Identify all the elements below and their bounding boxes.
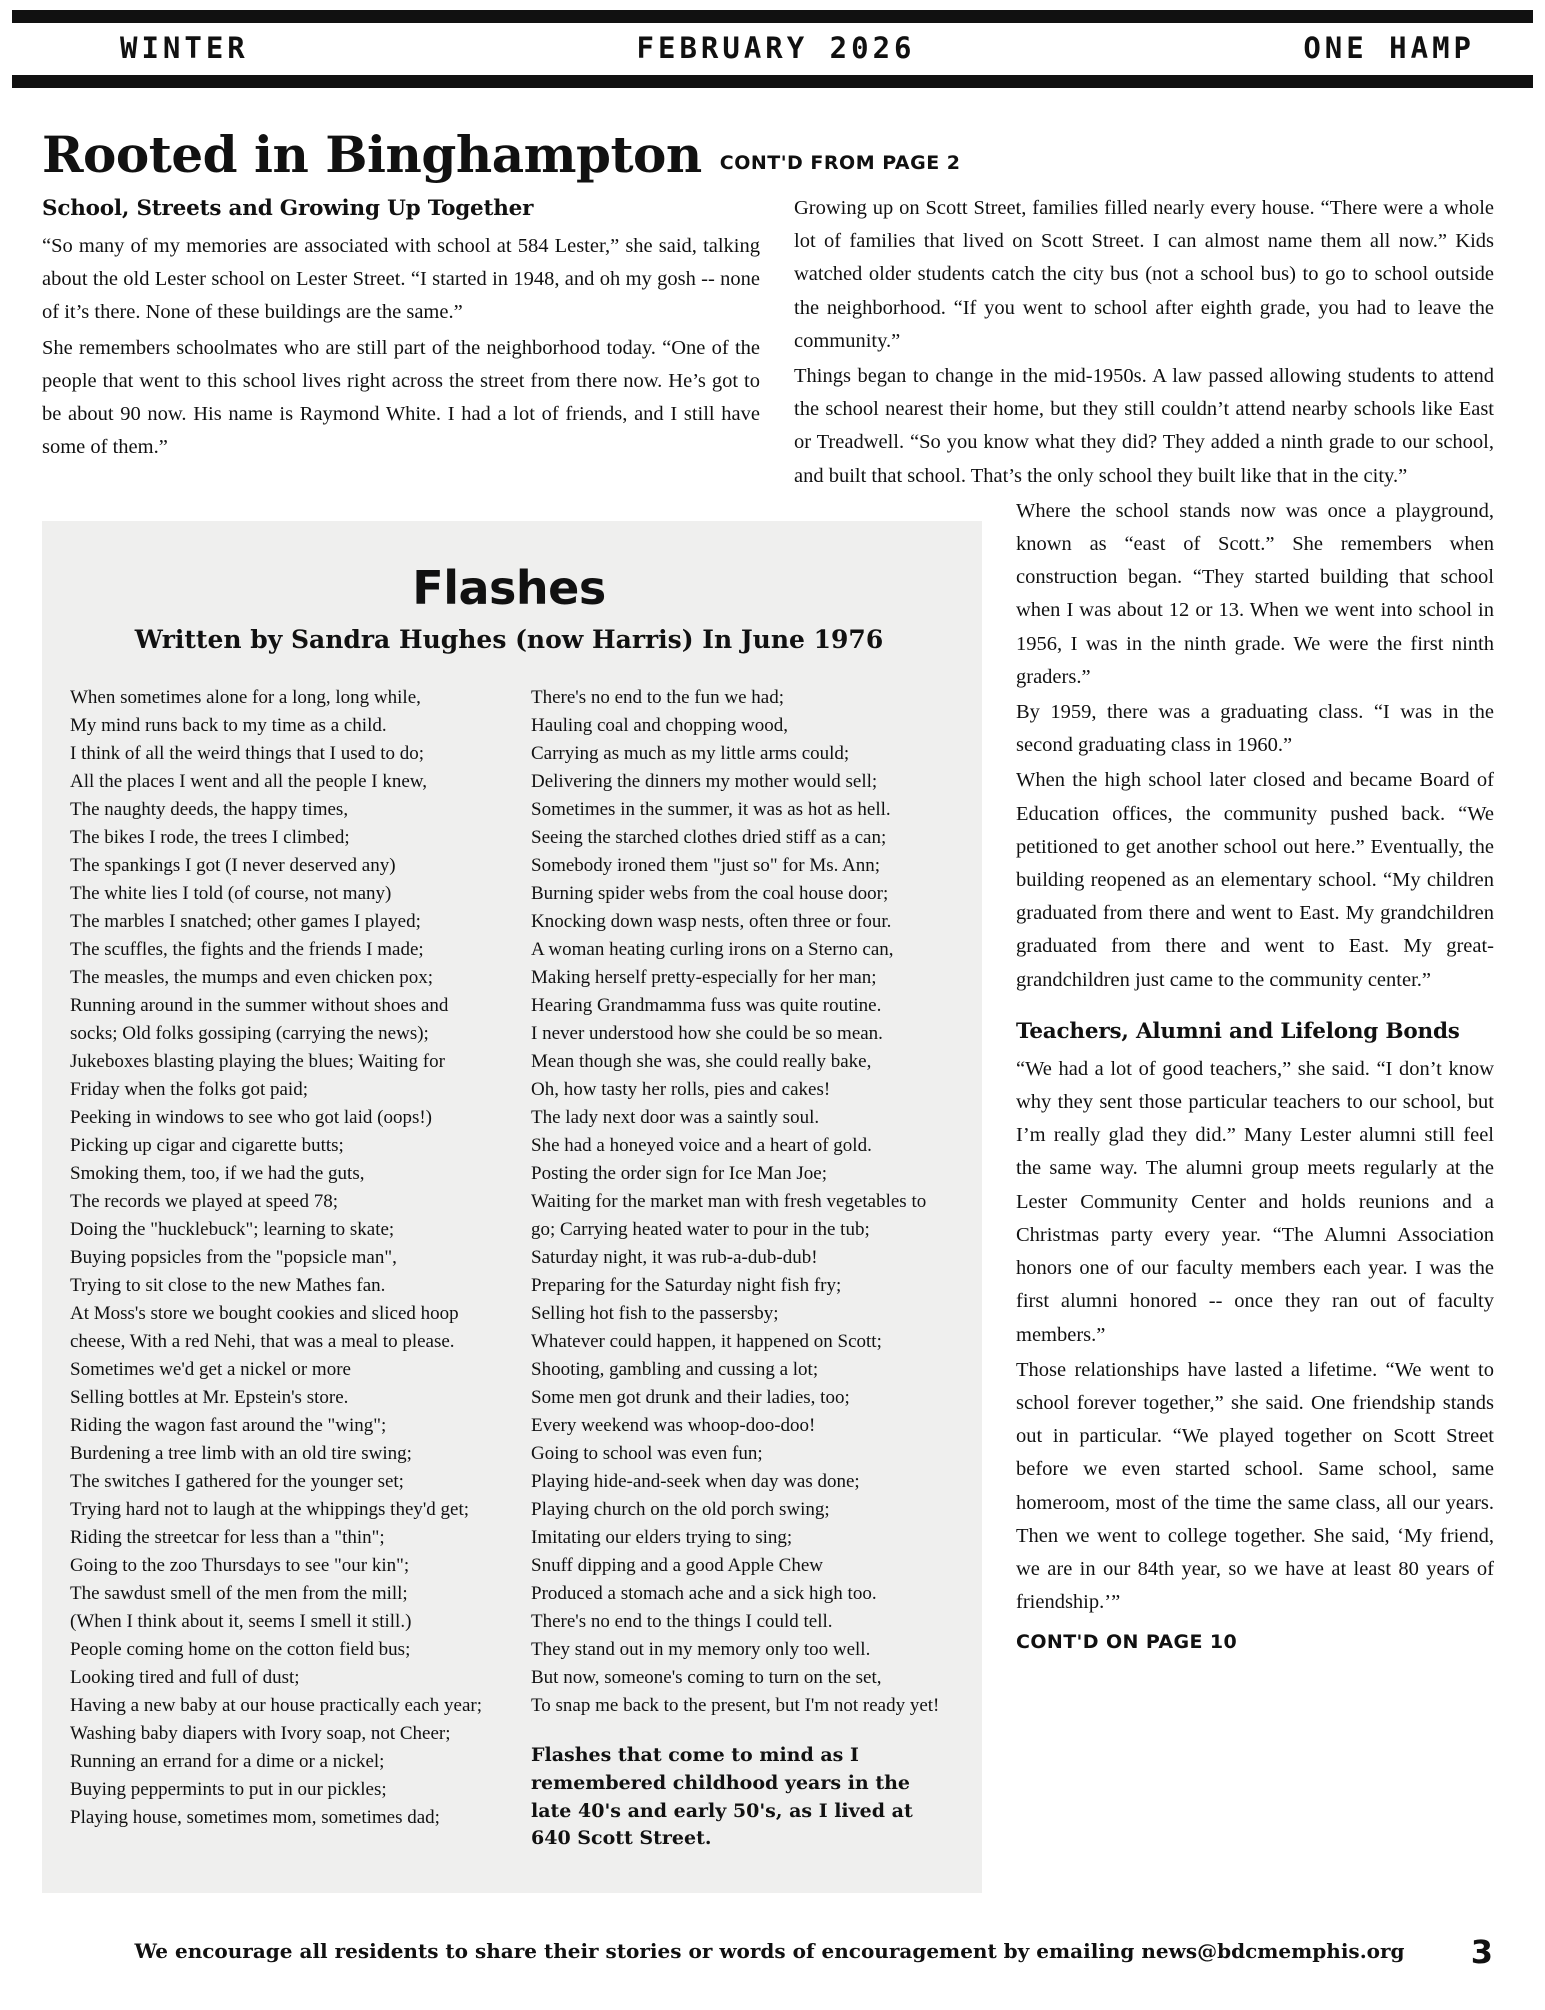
poem-line: The scuffles, the fights and the friends I made; — [70, 938, 424, 960]
poem-line: The white lies I told (of course, not many) — [70, 882, 392, 904]
flashes-author-note: Flashes that come to mind as I remembered childhood years in the late 40's and early 50's, as I lived at 640 Scott Street. — [531, 1744, 913, 1850]
poem-line: A woman heating curling irons on a Sterno can, — [531, 938, 894, 960]
poem-line: Oh, how tasty her rolls, pies and cakes! — [531, 1079, 831, 1101]
poem-line: Somebody ironed them "just so" for Ms. Ann; — [531, 854, 881, 876]
poem-line: Riding the streetcar for less than a "thin"; — [70, 1527, 385, 1549]
poem-line: The records we played at speed 78; — [70, 1191, 339, 1213]
poem-line: Delivering the dinners my mother would sell; — [531, 770, 878, 792]
poem-line: Playing hide-and-seek when day was done; — [531, 1471, 860, 1493]
poem-line: Produced a stomach ache and a sick high too. — [531, 1583, 877, 1605]
intro-right-column — [794, 192, 1494, 495]
poem-line: Some men got drunk and their ladies, too; — [531, 1387, 850, 1409]
paragraph: Where the school stands now was once a playground, known as “east of Scott.” She remembers when construction began. “They started building that school when I was about 12 or 13. When we went into school in 1956, I was in the ninth grade. We were the first ninth graders.” — [1016, 499, 1494, 688]
poem-line: I think of all the weird things that I used to do; — [70, 742, 425, 764]
poem-line: Burning spider webs from the coal house door; — [531, 882, 889, 904]
poem-line: Playing church on the old porch swing; — [531, 1499, 830, 1521]
paragraph: “We had a lot of good teachers,” she said. “I don’t know why they sent those particular teachers to our school, but I’m really glad they did.” Many Lester alumni still feel the same way. The alumni group meets regularly at the Lester Community Center and holds reunions and a Christmas party every year. “The Alumni Association honors one of our faculty members each year. I was the first alumni honored -- once they ran out of faculty members.” — [1016, 1057, 1494, 1346]
poem-line: Selling hot fish to the passersby; — [531, 1303, 779, 1325]
paragraph: By 1959, there was a graduating class. “I was in the second graduating class in 1960.” — [1016, 701, 1494, 757]
masthead-season: WINTER — [120, 31, 249, 65]
poem-line: The bikes I rode, the trees I climbed; — [70, 826, 350, 848]
poem-line: Waiting for the market man with fresh vegetables to go; Carrying heated water to pour in the tub; — [531, 1191, 931, 1241]
poem-line: Buying peppermints to put in our pickles; — [70, 1779, 387, 1801]
poem-line: Whatever could happen, it happened on Scott; — [531, 1331, 882, 1353]
poem-line: The measles, the mumps and even chicken pox; — [70, 966, 434, 988]
poem-line: She had a honeyed voice and a heart of gold. — [531, 1135, 872, 1157]
flashes-area — [42, 495, 982, 1893]
poem-line: Peeking in windows to see who got laid (oops!) — [70, 1107, 433, 1129]
masthead-rule-top — [12, 10, 1533, 23]
poem-line: Seeing the starched clothes dried stiff as a can; — [531, 826, 887, 848]
masthead — [0, 10, 1545, 88]
flashes-title: Flashes — [412, 560, 606, 615]
poem-line: At Moss's store we bought cookies and sliced hoop cheese, With a red Nehi, that was a meal to please. — [70, 1303, 464, 1353]
section-heading-teachers: Teachers, Alumni and Lifelong Bonds — [1016, 1018, 1460, 1044]
paragraph: Things began to change in the mid-1950s. A law passed allowing students to attend the school nearest their home, but they still couldn’t attend nearby schools like East or Treadwell. “So you know what they did? They added a ninth grade to our school, and built that school. That’s the only school they built like that in the city.” — [794, 365, 1494, 487]
poem-line: People coming home on the cotton field bus; — [70, 1639, 411, 1661]
poem-line: Picking up cigar and cigarette butts; — [70, 1135, 344, 1157]
poem-line: Playing house, sometimes mom, sometimes dad; — [70, 1807, 440, 1829]
poem-line: Knocking down wasp nests, often three or four. — [531, 910, 892, 932]
poem-line: There's no end to the fun we had; — [531, 686, 784, 708]
continued-on-label: CONT'D ON PAGE 10 — [1016, 1631, 1238, 1654]
paragraph: Those relationships have lasted a lifetime. “We went to school forever together,” she said. One friendship stands out in particular. “We played together on Scott Street before we even started school. Same school, same homeroom, most of the time the same class, all our years. Then we went to college together. She said, ‘My friend, we are in our 84th year, so we have at least 80 years of friendship.’” — [1016, 1358, 1494, 1614]
poem-line: The switches I gathered for the younger set; — [70, 1471, 404, 1493]
poem-line: (When I think about it, seems I smell it still.) — [70, 1611, 412, 1633]
poem-column-1 — [70, 684, 487, 1853]
poem-line: The sawdust smell of the men from the mill; — [70, 1583, 408, 1605]
poem-line: Jukeboxes blasting playing the blues; Waiting for Friday when the folks got paid; — [70, 1051, 450, 1101]
poem-line: Hearing Grandmamma fuss was quite routine. — [531, 995, 882, 1016]
poem-line: My mind runs back to my time as a child. — [70, 714, 387, 736]
masthead-date: FEBRUARY 2026 — [636, 31, 916, 65]
poem-line: Carrying as much as my little arms could; — [531, 742, 850, 764]
page-number: 3 — [1470, 1932, 1493, 1971]
paragraph: Growing up on Scott Street, families filled nearly every house. “There were a whole lot of families that lived on Scott Street. I can almost name them all now.” Kids watched older students catch the city bus (not a school bus) to go to school outside the neighborhood. “If you went to school after eighth grade, you had to leave the community.” — [794, 197, 1494, 352]
poem-line: Running around in the summer without shoes and socks; Old folks gossiping (carrying the news); — [70, 995, 454, 1045]
poem-line: Having a new baby at our house practically each year; Washing baby diapers with Ivory soap, not Cheer; Running an errand for a dime or a nickel; — [70, 1695, 487, 1773]
poem-line: They stand out in my memory only too well. — [531, 1639, 871, 1661]
masthead-publication: ONE HAMP — [1303, 31, 1475, 65]
intro-left-column — [42, 192, 760, 466]
poem-line: I never understood how she could be so mean. — [531, 1023, 883, 1045]
poem-line: All the places I went and all the people I knew, — [70, 770, 428, 792]
poem-line: Doing the "hucklebuck"; learning to skate; — [70, 1219, 395, 1241]
poem-line: The naughty deeds, the happy times, — [70, 798, 349, 820]
masthead-row — [0, 23, 1545, 75]
poem-line: Smoking them, too, if we had the guts, — [70, 1163, 365, 1185]
flashes-byline: Written by Sandra Hughes (now Harris) In June 1976 — [134, 624, 884, 654]
poem-line: Making herself pretty-especially for her man; — [531, 966, 877, 988]
intro-columns — [0, 184, 1545, 495]
poem-line: The lady next door was a saintly soul. — [531, 1107, 820, 1129]
paragraph: When the high school later closed and became Board of Education offices, the community pushed back. “We petitioned to get another school out here.” Eventually, the building reopened as an elementary school. “My children graduated from there and went to East. My grandchildren graduated from there and went to East. My great-grandchildren just came to the community center.” — [1016, 769, 1494, 991]
poem-line: Going to school was even fun; — [531, 1443, 763, 1465]
poem-line: The marbles I snatched; other games I played; — [70, 910, 421, 932]
poem-line: Mean though she was, she could really bake, — [531, 1051, 872, 1073]
poem-line: Snuff dipping and a good Apple Chew — [531, 1555, 824, 1577]
main-grid — [0, 495, 1545, 1893]
article-title-block — [0, 88, 1545, 184]
paragraph: “So many of my memories are associated with school at 584 Lester,” she said, talking about the old Lester school on Lester Street. “I started in 1948, and oh my gosh -- none of it’s there. None of these buildings are the same.” — [42, 235, 760, 324]
continued-from-label: CONT'D FROM PAGE 2 — [719, 152, 961, 174]
poem-line: Buying popsicles from the "popsicle man", — [70, 1247, 397, 1269]
paragraph: She remembers schoolmates who are still part of the neighborhood today. “One of the people that went to this school lives right across the street from there now. He’s got to be about 90 now. His name is Raymond White. I had a lot of friends, and I still have some of them.” — [42, 336, 760, 459]
poem-line: Imitating our elders trying to sing; — [531, 1527, 793, 1549]
poem-line: Burdening a tree limb with an old tire swing; — [70, 1443, 412, 1465]
poem-line: Trying hard not to laugh at the whippings they'd get; — [70, 1499, 470, 1521]
section-heading-school: School, Streets and Growing Up Together — [42, 196, 534, 221]
footer-message: We encourage all residents to share their stories or words of encouragement by emailing news@bdcmemphis.org — [134, 1938, 1405, 1963]
poem-line: Looking tired and full of dust; — [70, 1667, 300, 1689]
poem-line: Saturday night, it was rub-a-dub-dub! — [531, 1247, 818, 1269]
poem-line: Posting the order sign for Ice Man Joe; — [531, 1163, 828, 1185]
poem-line: There's no end to the things I could tell. — [531, 1611, 833, 1633]
poem-column-2 — [531, 684, 948, 1853]
poem-line: When sometimes alone for a long, long while, — [70, 686, 421, 708]
poem-line: Sometimes we'd get a nickel or more — [70, 1359, 351, 1381]
poem-line: Going to the zoo Thursdays to see "our kin"; — [70, 1555, 410, 1577]
poem-line: Every weekend was whoop-doo-doo! — [531, 1415, 816, 1437]
poem-columns — [70, 684, 948, 1853]
article-right-column — [1016, 495, 1494, 1654]
poem-line: Trying to sit close to the new Mathes fan. — [70, 1275, 386, 1297]
flashes-poem-box — [42, 521, 982, 1893]
poem-line: To snap me back to the present, but I'm not ready yet! — [531, 1695, 940, 1717]
poem-line: Hauling coal and chopping wood, — [531, 714, 788, 736]
masthead-rule-bottom — [12, 75, 1533, 88]
poem-line: Preparing for the Saturday night fish fry; — [531, 1275, 842, 1297]
newsletter-page — [0, 10, 1545, 2010]
poem-line: Selling bottles at Mr. Epstein's store. — [70, 1387, 349, 1409]
poem-line: Shooting, gambling and cussing a lot; — [531, 1359, 819, 1381]
poem-line: Sometimes in the summer, it was as hot as hell. — [531, 798, 891, 820]
poem-line: Riding the wagon fast around the "wing"; — [70, 1415, 387, 1437]
page-title: Rooted in Binghampton — [42, 125, 702, 184]
poem-line: The spankings I got (I never deserved any) — [70, 854, 396, 876]
poem-line: But now, someone's coming to turn on the set, — [531, 1667, 882, 1689]
page-footer — [0, 1923, 1545, 1989]
